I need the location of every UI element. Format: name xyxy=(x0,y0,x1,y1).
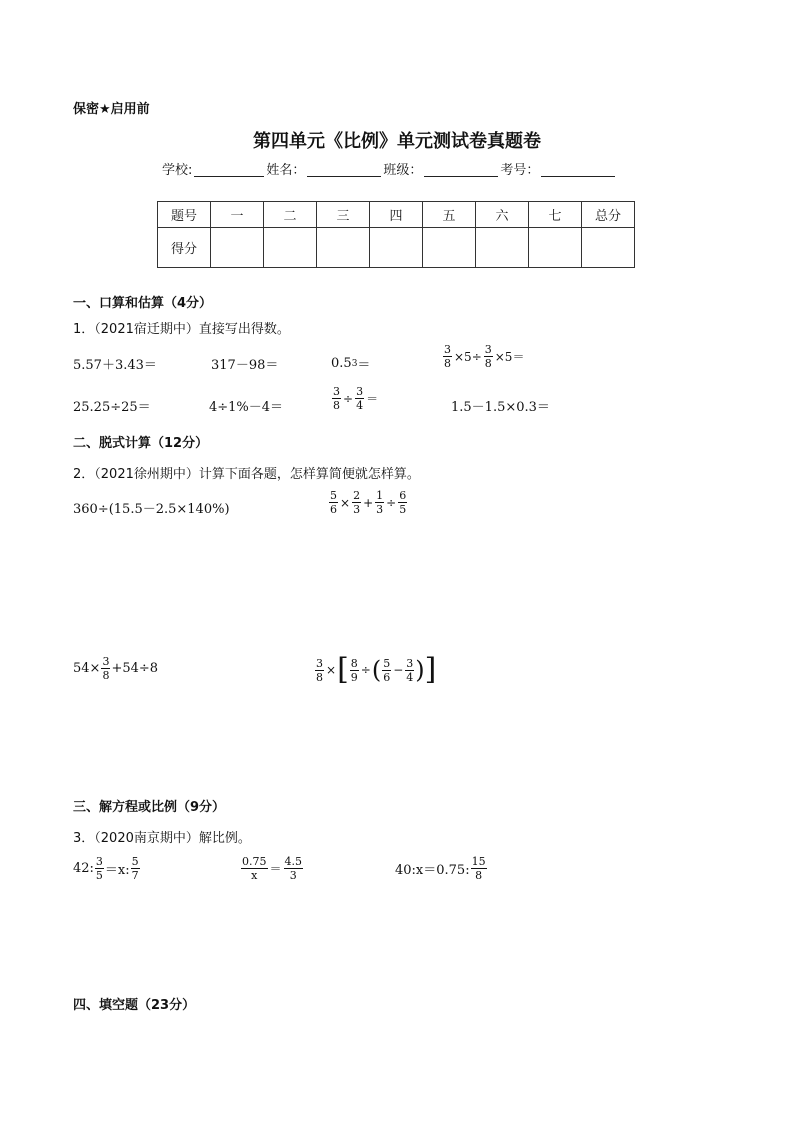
numerator: 3 xyxy=(406,656,414,670)
score-cell[interactable] xyxy=(423,228,476,268)
fraction xyxy=(484,344,493,369)
fraction xyxy=(241,856,268,881)
score-table-header-row xyxy=(158,202,635,228)
numerator: 3 xyxy=(316,656,323,670)
fraction xyxy=(471,856,487,881)
fraction xyxy=(315,658,324,683)
right-paren: ) xyxy=(415,656,425,684)
numerator: 5 xyxy=(330,489,337,502)
denominator: 8 xyxy=(102,669,110,682)
table-cell: 总分 xyxy=(582,202,635,228)
denominator: 8 xyxy=(475,869,483,882)
expression-text: 5.57＋3.43＝ xyxy=(73,358,157,373)
table-cell: 三 xyxy=(317,202,370,228)
operator: ＝ xyxy=(269,862,282,876)
operator: ×5÷ xyxy=(454,349,482,364)
oral-expression-7 xyxy=(331,386,379,411)
proportion-1 xyxy=(73,856,141,881)
operator: ÷ xyxy=(360,663,371,677)
table-cell: 七 xyxy=(529,202,582,228)
fraction xyxy=(350,658,359,683)
section-3-heading: 三、解方程或比例（9分） xyxy=(73,800,226,815)
numerator: 2 xyxy=(353,489,361,502)
operator: × xyxy=(340,495,351,510)
denominator: 4 xyxy=(406,670,414,684)
numerator: 8 xyxy=(350,656,358,670)
section-4-heading: 四、填空题（23分） xyxy=(73,998,196,1013)
fraction xyxy=(284,856,304,881)
expression-text: 360÷(15.5－2.5×140%) xyxy=(73,502,230,517)
denominator: 8 xyxy=(484,357,492,370)
operator: × xyxy=(326,663,337,677)
calc-expression-3 xyxy=(73,656,158,681)
fraction xyxy=(352,490,361,515)
question-3: 3．（2020南京期中）解比例。 xyxy=(73,831,251,846)
expression-text: 40:x＝0.75: xyxy=(395,863,470,878)
denominator: 6 xyxy=(383,670,391,684)
exam-number-blank[interactable] xyxy=(541,162,615,177)
fraction xyxy=(405,658,414,683)
school-label: 学校: xyxy=(162,163,193,178)
denominator: 5 xyxy=(399,503,407,516)
table-cell: 二 xyxy=(264,202,317,228)
numerator: 3 xyxy=(444,343,451,356)
expression-text: ＝ xyxy=(357,358,371,373)
oral-expression-3 xyxy=(331,354,370,373)
expression-text: 317－98＝ xyxy=(211,358,279,373)
left-bracket: [ xyxy=(337,652,349,687)
expression-text: ＝x: xyxy=(104,863,130,878)
section-1-heading: 一、口算和估算（4分） xyxy=(73,296,213,311)
numerator: 3 xyxy=(356,385,364,398)
fraction xyxy=(131,856,140,881)
score-cell[interactable] xyxy=(370,228,423,268)
numerator: 1 xyxy=(376,489,384,502)
operator: ÷ xyxy=(386,495,397,510)
student-info-fields xyxy=(162,159,617,178)
denominator: 6 xyxy=(330,503,337,516)
confidential-label: 保密★启用前 xyxy=(73,102,150,117)
numerator: 3 xyxy=(102,655,110,668)
denominator: 8 xyxy=(444,357,451,370)
denominator: 8 xyxy=(316,670,323,684)
operator: + xyxy=(363,495,374,510)
exam-number-label: 考号： xyxy=(500,163,540,178)
fraction xyxy=(355,386,364,411)
expression-text: 54× xyxy=(73,661,101,676)
operator: ×5＝ xyxy=(494,350,525,364)
calc-expression-4 xyxy=(314,652,437,687)
section-2-heading: 二、脱式计算（12分） xyxy=(73,436,209,451)
table-cell: 四 xyxy=(370,202,423,228)
table-cell: 题号 xyxy=(158,202,211,228)
numerator: 4.5 xyxy=(284,855,303,868)
table-cell: 六 xyxy=(476,202,529,228)
proportion-2 xyxy=(240,856,304,881)
fraction xyxy=(443,344,452,369)
fraction xyxy=(382,658,391,683)
oral-expression-6 xyxy=(209,396,283,415)
denominator: 5 xyxy=(95,869,103,882)
denominator: 9 xyxy=(350,670,358,684)
score-cell[interactable] xyxy=(529,228,582,268)
numerator: 5 xyxy=(131,855,139,868)
numerator: 3 xyxy=(95,855,103,868)
expression-text: 1.5－1.5×0.3＝ xyxy=(451,400,550,415)
numerator: 15 xyxy=(471,855,486,868)
numerator: 3 xyxy=(484,343,492,356)
expression-text: 42: xyxy=(73,861,94,876)
table-cell: 五 xyxy=(423,202,476,228)
numerator: 0.75 xyxy=(242,855,267,868)
score-cell[interactable] xyxy=(476,228,529,268)
score-cell[interactable] xyxy=(211,228,264,268)
operator: ÷ xyxy=(343,391,354,406)
question-1: 1．（2021宿迁期中）直接写出得数。 xyxy=(73,322,290,337)
class-label: 班级： xyxy=(383,163,423,178)
denominator: 4 xyxy=(356,399,364,412)
oral-expression-4 xyxy=(442,344,525,369)
denominator: 3 xyxy=(353,503,361,516)
oral-expression-5 xyxy=(73,396,151,415)
calc-expression-2 xyxy=(328,490,408,515)
fraction xyxy=(95,856,104,881)
denominator: 7 xyxy=(131,869,139,882)
denominator: 8 xyxy=(333,399,340,412)
calc-expression-1 xyxy=(73,498,230,517)
score-cell[interactable] xyxy=(582,228,635,268)
score-cell[interactable] xyxy=(317,228,370,268)
score-table-score-row xyxy=(158,228,635,268)
denominator: x xyxy=(251,869,258,882)
denominator: 3 xyxy=(289,869,297,882)
fraction xyxy=(329,490,338,515)
table-cell: 得分 xyxy=(158,228,211,268)
fraction xyxy=(332,386,341,411)
right-bracket: ] xyxy=(424,652,437,687)
numerator: 5 xyxy=(383,656,391,670)
table-cell: 一 xyxy=(211,202,264,228)
name-blank[interactable] xyxy=(307,162,381,177)
operator: ＝ xyxy=(366,392,379,406)
question-2: 2．（2021徐州期中）计算下面各题，怎样算简便就怎样算。 xyxy=(73,467,420,482)
expression-text: 25.25÷25＝ xyxy=(73,400,151,415)
operator: − xyxy=(393,663,404,677)
proportion-3 xyxy=(395,856,488,881)
score-table xyxy=(157,201,635,268)
exponent: 3 xyxy=(351,358,358,369)
school-blank[interactable] xyxy=(194,162,264,177)
fraction xyxy=(375,490,384,515)
page-title: 第四单元《比例》单元测试卷真题卷 xyxy=(253,131,541,152)
name-label: 姓名： xyxy=(266,163,306,178)
score-cell[interactable] xyxy=(264,228,317,268)
oral-expression-1 xyxy=(73,354,157,373)
oral-expression-8 xyxy=(451,396,550,415)
expression-text: 0.5 xyxy=(331,356,352,371)
numerator: 6 xyxy=(399,489,407,502)
left-paren: ( xyxy=(371,656,382,684)
oral-expression-2 xyxy=(211,354,278,373)
numerator: 3 xyxy=(333,385,340,398)
expression-text: +54÷8 xyxy=(111,661,159,676)
fraction xyxy=(101,656,110,681)
expression-text: 4÷1%－4＝ xyxy=(209,400,284,415)
fraction xyxy=(398,490,407,515)
class-blank[interactable] xyxy=(424,162,498,177)
denominator: 3 xyxy=(376,503,384,516)
